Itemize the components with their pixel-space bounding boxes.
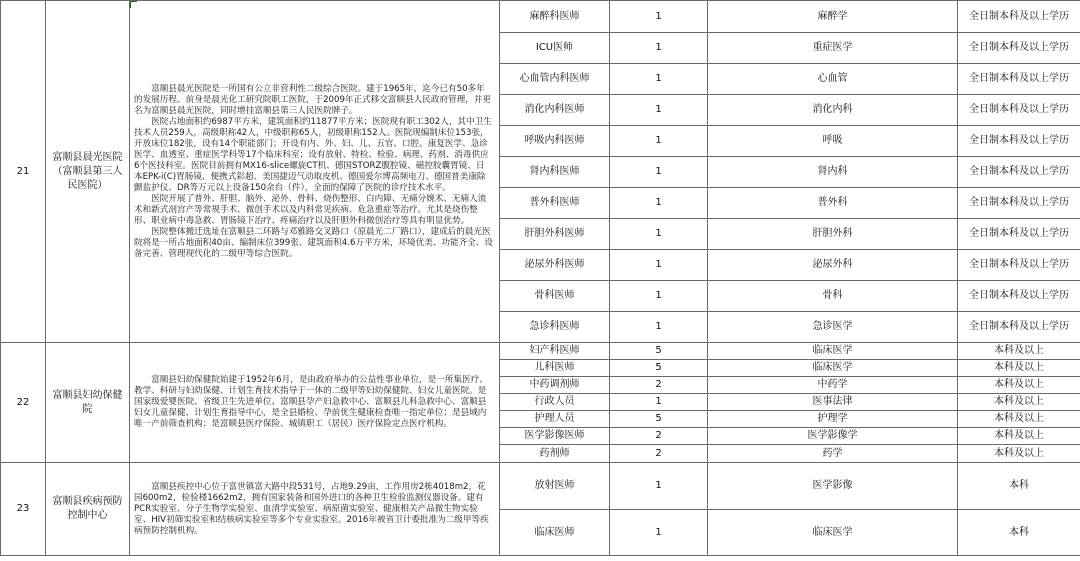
position-education: 全日制本科及以上学历	[958, 188, 1080, 219]
position-name: 普外科医师	[500, 188, 610, 219]
position-major: 药学	[708, 445, 958, 463]
position-education: 本科及以上	[958, 360, 1080, 377]
position-count: 1	[610, 33, 708, 64]
position-education: 本科及以上	[958, 428, 1080, 445]
unit-name: 富顺县疾病预防控制中心	[46, 463, 130, 556]
position-name: 骨科医师	[500, 281, 610, 312]
position-education: 全日制本科及以上学历	[958, 281, 1080, 312]
position-count: 1	[610, 394, 708, 411]
unit-number: 23	[1, 463, 46, 556]
position-count: 1	[610, 250, 708, 281]
position-count: 1	[610, 312, 708, 343]
position-name: 药剂师	[500, 445, 610, 463]
position-count: 2	[610, 377, 708, 394]
description-paragraph: 富顺县妇幼保健院始建于1952年6月，是由政府举办的公益性事业单位，是一所集医疗、教学、科研与妇幼保健、计划生育技术指导于一体的二级甲等妇幼保健院、妇女儿童医院。是国家级爱婴医院、省级卫生先进单位、富顺县孕产妇急救中心、富顺县儿科急救中心、富顺县妇女儿童保健、计划生育指导中心，是全县婚检、孕前优生健康检查唯一指定单位；是县域内唯一产前筛查机构；是富顺县医疗保险、城镇职工（居民）医疗保险定点医疗机构。	[134, 375, 488, 429]
cell-corner-marker	[130, 1, 137, 8]
position-count: 1	[610, 463, 708, 510]
position-education: 本科	[958, 510, 1080, 556]
table-row	[1, 463, 1080, 510]
position-education: 全日制本科及以上学历	[958, 64, 1080, 95]
position-major: 中药学	[708, 377, 958, 394]
position-name: 肝胆外科医师	[500, 219, 610, 250]
position-education: 本科	[958, 463, 1080, 510]
position-education: 全日制本科及以上学历	[958, 219, 1080, 250]
unit-description	[130, 463, 500, 556]
position-major: 麻醉学	[708, 1, 958, 33]
position-name: 肾内科医师	[500, 157, 610, 188]
position-count: 2	[610, 428, 708, 445]
position-name: 儿科医师	[500, 360, 610, 377]
position-count: 1	[610, 126, 708, 157]
unit-number: 21	[1, 1, 46, 343]
position-major: 医学影像学	[708, 428, 958, 445]
description-paragraph: 富顺县晨光医院是一所国有公立非营利性二级综合医院。建于1965年，迄今已有50多年的发展历程。前身是晨光化工研究院职工医院，于2009年正式移交富顺县人民政府管理，并更名为富顺县晨光医院，同时增挂富顺县第三人民医院牌子。	[134, 83, 492, 116]
position-count: 5	[610, 411, 708, 428]
position-education: 全日制本科及以上学历	[958, 250, 1080, 281]
table-row	[1, 1, 1080, 33]
position-name: 中药调剂师	[500, 377, 610, 394]
position-count: 1	[610, 188, 708, 219]
position-count: 1	[610, 64, 708, 95]
position-name: 行政人员	[500, 394, 610, 411]
position-major: 临床医学	[708, 360, 958, 377]
position-major: 泌尿外科	[708, 250, 958, 281]
position-count: 1	[610, 1, 708, 33]
position-count: 1	[610, 157, 708, 188]
position-major: 消化内科	[708, 95, 958, 126]
unit-name: 富顺县晨光医院（富顺县第三人民医院）	[46, 1, 130, 343]
position-name: 护理人员	[500, 411, 610, 428]
position-major: 肾内科	[708, 157, 958, 188]
position-name: 放射医师	[500, 463, 610, 510]
position-major: 护理学	[708, 411, 958, 428]
position-major: 呼吸	[708, 126, 958, 157]
position-name: 泌尿外科医师	[500, 250, 610, 281]
position-major: 心血管	[708, 64, 958, 95]
position-count: 5	[610, 360, 708, 377]
position-education: 本科及以上	[958, 411, 1080, 428]
position-major: 骨科	[708, 281, 958, 312]
position-count: 1	[610, 95, 708, 126]
position-name: 呼吸内科医师	[500, 126, 610, 157]
position-education: 本科及以上	[958, 394, 1080, 411]
position-major: 临床医学	[708, 510, 958, 556]
position-major: 重症医学	[708, 33, 958, 64]
position-name: ICU医师	[500, 33, 610, 64]
position-education: 全日制本科及以上学历	[958, 1, 1080, 33]
position-name: 临床医师	[500, 510, 610, 556]
position-name: 医学影像医师	[500, 428, 610, 445]
position-education: 本科及以上	[958, 377, 1080, 394]
position-education: 全日制本科及以上学历	[958, 95, 1080, 126]
position-education: 本科及以上	[958, 445, 1080, 463]
position-count: 1	[610, 510, 708, 556]
position-count: 1	[610, 281, 708, 312]
position-name: 麻醉科医师	[500, 1, 610, 33]
position-education: 全日制本科及以上学历	[958, 33, 1080, 64]
position-name: 消化内科医师	[500, 95, 610, 126]
table-row	[1, 343, 1080, 360]
position-education: 全日制本科及以上学历	[958, 126, 1080, 157]
description-paragraph: 医院整体搬迁选址在富顺县二环路与邓雅路交叉路口（原晨光二厂路口），建成后的晨光医院将是一所占地面积40亩、编制床位399张、建筑面积4.6万平方米，环境优美、功能齐全、设备完善、管理现代化的二级甲等综合医院。	[134, 226, 493, 259]
position-major: 普外科	[708, 188, 958, 219]
unit-name: 富顺县妇幼保健院	[46, 343, 130, 463]
position-major: 医学影像	[708, 463, 958, 510]
position-name: 心血管内科医师	[500, 64, 610, 95]
position-major: 医事法律	[708, 394, 958, 411]
unit-number: 22	[1, 343, 46, 463]
description-paragraph: 医院开展了普外、肝胆、脑外、泌外、骨科、烧伤整形、白内障、无痛分娩术、无痛人流术和新式剖宫产等常规手术、微创手术以及内科常见疾病、危急重症等治疗。尤其是烧伤整形、职业病中毒急救、胃肠镜下治疗、疼痛治疗以及肝胆外科微创治疗等具有明显优势。	[134, 193, 487, 226]
position-count: 5	[610, 343, 708, 360]
position-major: 肝胆外科	[708, 219, 958, 250]
position-education: 全日制本科及以上学历	[958, 312, 1080, 343]
description-paragraph: 医院占地面积约6987平方米，建筑面积约11877平方米；医院现有职工302人，其中卫生技术人员259人，高级职称42人，中级职称65人，初级职称152人。医院现编制床位153张，开放床位182张，设有14个职能部门；开设有内、外、妇、儿、五官、口腔、康复医学、急诊医学、血透室、重症医学科等17个临床科室；设有放射、特检、检验、病理、药剂、消毒供应6个医技科室。医院目前拥有MX16-slice螺旋CT机、德国STORZ腹腔镜、磁控胶囊胃镜、日本EPK-i(C)胃肠镜、便携式彩超、美国捷迈气动取皮机、德国爱尔博高频电刀、德国普美康除颤监护仪、DR等万元以上设备150余台（件），全面的保障了医院的诊疗技术水平。	[134, 116, 492, 193]
description-paragraph: 富顺县疾控中心位于富世镇富大路中段531号，占地9.29亩，工作用房2栋4018m2，花园600m2，检验楼1662m2，拥有国家装备和国外进口的各种卫生检验监测仪器设备。建有PCR实验室、分子生物学实验室、血清学实验室、病原菌实验室、健康相关产品微生物实验室、HIV初筛实验室和结核病实验室等多个专业实验室。2016年被省卫计委批准为二级甲等疾病预防控制机构。	[134, 481, 489, 536]
position-name: 妇产科医师	[500, 343, 610, 360]
position-count: 1	[610, 219, 708, 250]
unit-description	[130, 343, 500, 463]
unit-description	[130, 1, 500, 343]
position-count: 2	[610, 445, 708, 463]
position-major: 临床医学	[708, 343, 958, 360]
position-major: 急诊医学	[708, 312, 958, 343]
position-education: 本科及以上	[958, 343, 1080, 360]
position-name: 急诊科医师	[500, 312, 610, 343]
position-education: 全日制本科及以上学历	[958, 157, 1080, 188]
